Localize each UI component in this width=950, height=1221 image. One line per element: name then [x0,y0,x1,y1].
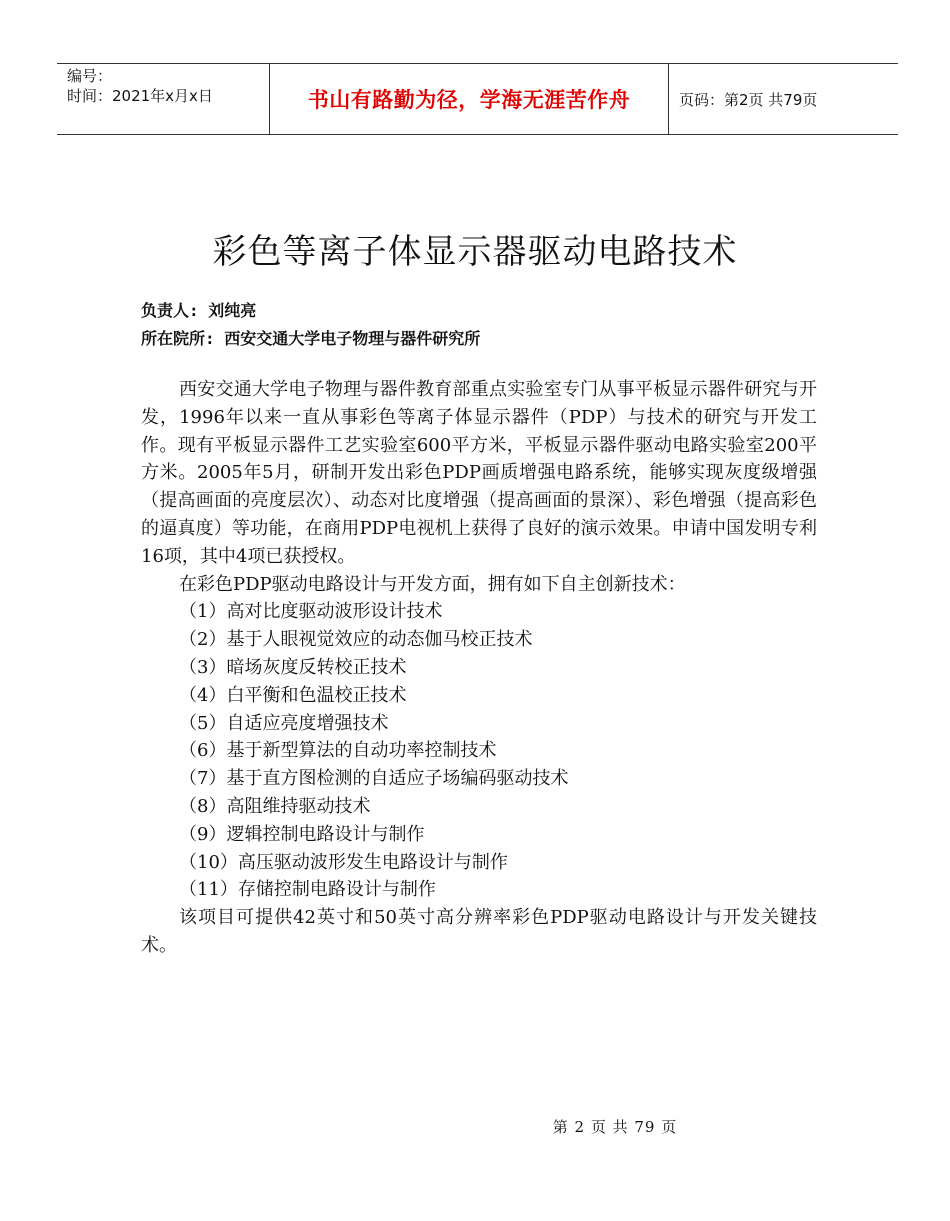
lead-paragraph: 在彩色PDP驱动电路设计与开发方面，拥有如下自主创新技术： [179,573,686,595]
list-item: （4）白平衡和色温校正技术 [179,684,407,706]
list-item: （6）基于新型算法的自动功率控制技术 [179,740,497,762]
page-header [57,63,898,135]
closing-paragraph: 该项目可提供42英寸和50英寸高分辨率彩色PDP驱动电路设计与开发关键技术。 [141,907,817,956]
header-info-cell [57,64,270,134]
list-item: （3）暗场灰度反转校正技术 [179,656,407,678]
institute: 所在院所: 西安交通大学电子物理与器件研究所 [141,329,481,348]
serial-label: 编号： [67,67,113,85]
document-title: 彩色等离子体显示器驱动电路技术 [212,232,738,272]
list-item: （2）基于人眼视觉效应的动态伽马校正技术 [179,629,533,651]
list-item: （5）自适应亮度增强技术 [179,712,389,734]
list-item: （7）基于直方图检测的自适应子场编码驱动技术 [179,768,569,790]
document-meta [141,297,480,353]
list-item: （8）高阻维持驱动技术 [179,795,371,817]
time-label: 时间：2021年x月x日 [67,87,213,105]
list-item: （9）逻辑控制电路设计与制作 [179,823,425,845]
list-item: （11）存储控制电路设计与制作 [179,879,436,901]
header-page-label: 页码：第2页 共79页 [679,90,818,109]
document-body [141,376,817,960]
header-motto: 书山有路勤为径，学海无涯苦作舟 [270,64,669,134]
page-footer: 第 2 页 共 79 页 [552,1118,678,1136]
intro-paragraph: 西安交通大学电子物理与器件教育部重点实验室专门从事平板显示器件研究与开发，1996年以来一直从事彩色等离子体显示器件（PDP）与技术的研究与开发工作。现有平板显示器件工艺实验室600平方米，平板显示器件驱动电路实验室200平方米。2005年5月，研制开发出彩色PDP画质增强电路系统，能够实现灰度级增强（提高画面的亮度层次）、动态对比度增强（提高画面的景深）、彩色增强（提高彩色的逼真度）等功能，在商用PDP电视机上获得了良好的演示效果。申请中国发明专利16项，其中4项已获授权。 [141,379,817,567]
list-item: （10）高压驱动波形发生电路设计与制作 [179,851,508,873]
responsible-person: 负责人: 刘纯亮 [141,301,257,320]
technology-list [141,598,817,904]
list-item: （1）高对比度驱动波形设计技术 [179,601,443,623]
